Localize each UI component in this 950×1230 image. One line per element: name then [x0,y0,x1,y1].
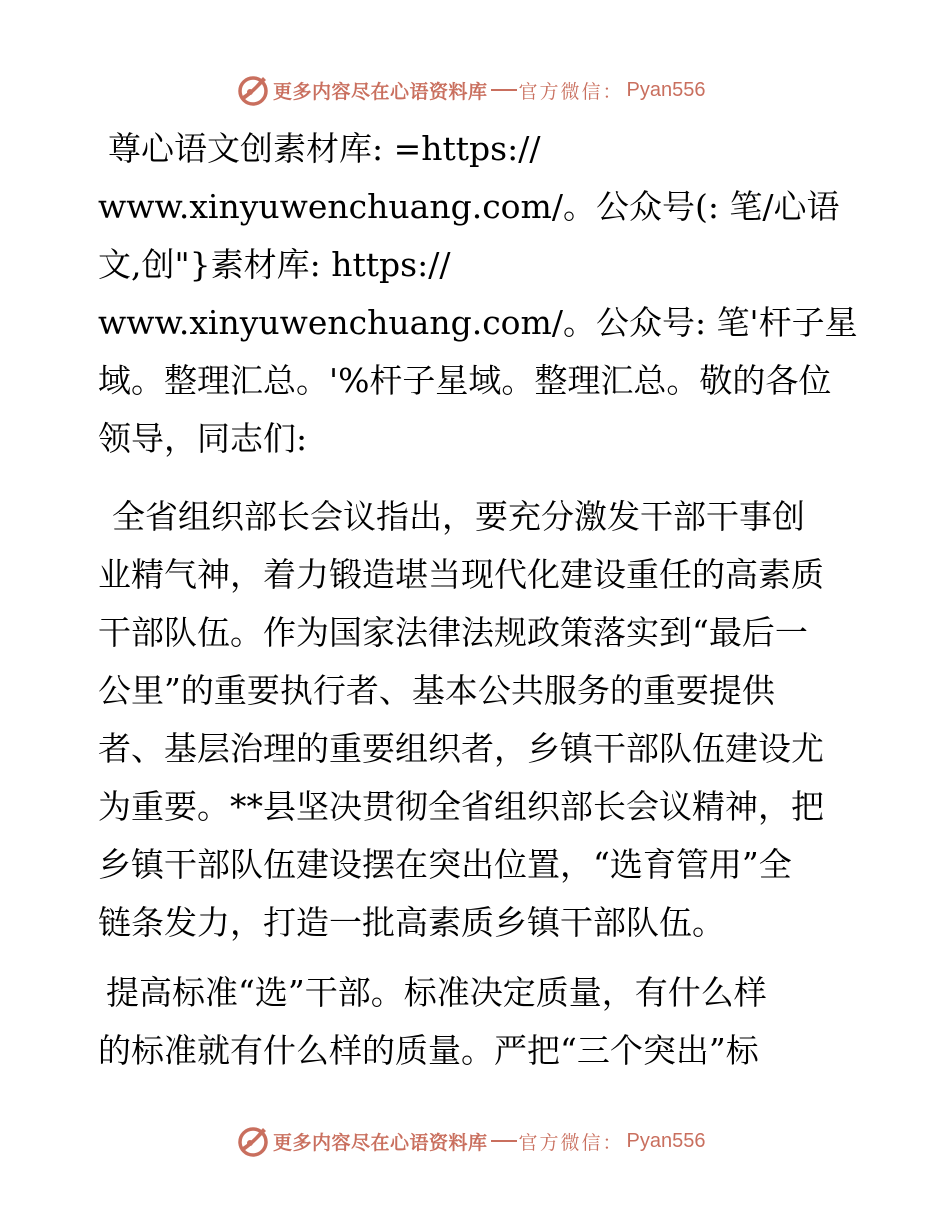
paragraph1-line-4: 公里”的重要执行者、基本公共服务的重要提供 [98,671,775,710]
paragraph1-line-5: 者、基层治理的重要组织者，乡镇干部队伍建设尤 [98,729,824,768]
paragraph2-line-1: 提高标准“选”干部。标准决定质量，有什么样 [106,973,767,1012]
footer-banner-wechat-id: Pyan556 [626,1129,706,1152]
document-body [98,120,858,1080]
intro-line-2: www.xinyuwenchuang.com/。公众号(: 笔/心语 [98,187,840,226]
footer-banner-text: 更多内容尽在心语资料库 [273,1131,488,1154]
header-banner-dash [491,89,517,91]
intro-line-1: 尊心语文创素材库: =https:// [108,129,541,168]
paragraph1-line-1: 全省组织部长会议指出，要充分激发干部干事创 [112,497,805,536]
header-banner-text: 更多内容尽在心语资料库 [273,80,488,103]
paragraph1-line-8: 链条发力，打造一批高素质乡镇干部队伍。 [98,903,725,942]
paragraph2-line-2: 的标准就有什么样的质量。严把“三个突出”标 [98,1031,759,1070]
intro-line-4: www.xinyuwenchuang.com/。公众号: 笔'杆子星 [98,303,858,342]
paragraph1-line-3: 干部队伍。作为国家法律法规政策落实到“最后一 [98,613,808,652]
header-banner-wechat-label: 官方微信： [518,80,624,103]
header-banner [235,70,706,110]
footer-banner-wechat-label: 官方微信： [518,1131,624,1154]
intro-line-3: 文,创"}素材库: https:// [98,245,451,284]
brush-logo-icon [235,1123,271,1159]
paragraph1-line-2: 业精气神，着力锻造堪当现代化建设重任的高素质 [98,555,824,594]
intro-line-5: 域。整理汇总。'%杆子星域。整理汇总。敬的各位 [98,361,832,400]
header-banner-wechat-id: Pyan556 [626,78,706,101]
brush-logo-icon [235,72,271,108]
paragraph-gap [98,952,858,964]
paragraph1-line-7: 乡镇干部队伍建设摆在突出位置，“选育管用”全 [98,845,792,884]
paragraph-gap [98,468,858,488]
paragraph1-line-6: 为重要。**县坚决贯彻全省组织部长会议精神，把 [98,787,824,826]
footer-banner-dash [491,1140,517,1142]
intro-line-6: 领导，同志们: [98,419,308,458]
footer-banner [235,1121,706,1161]
